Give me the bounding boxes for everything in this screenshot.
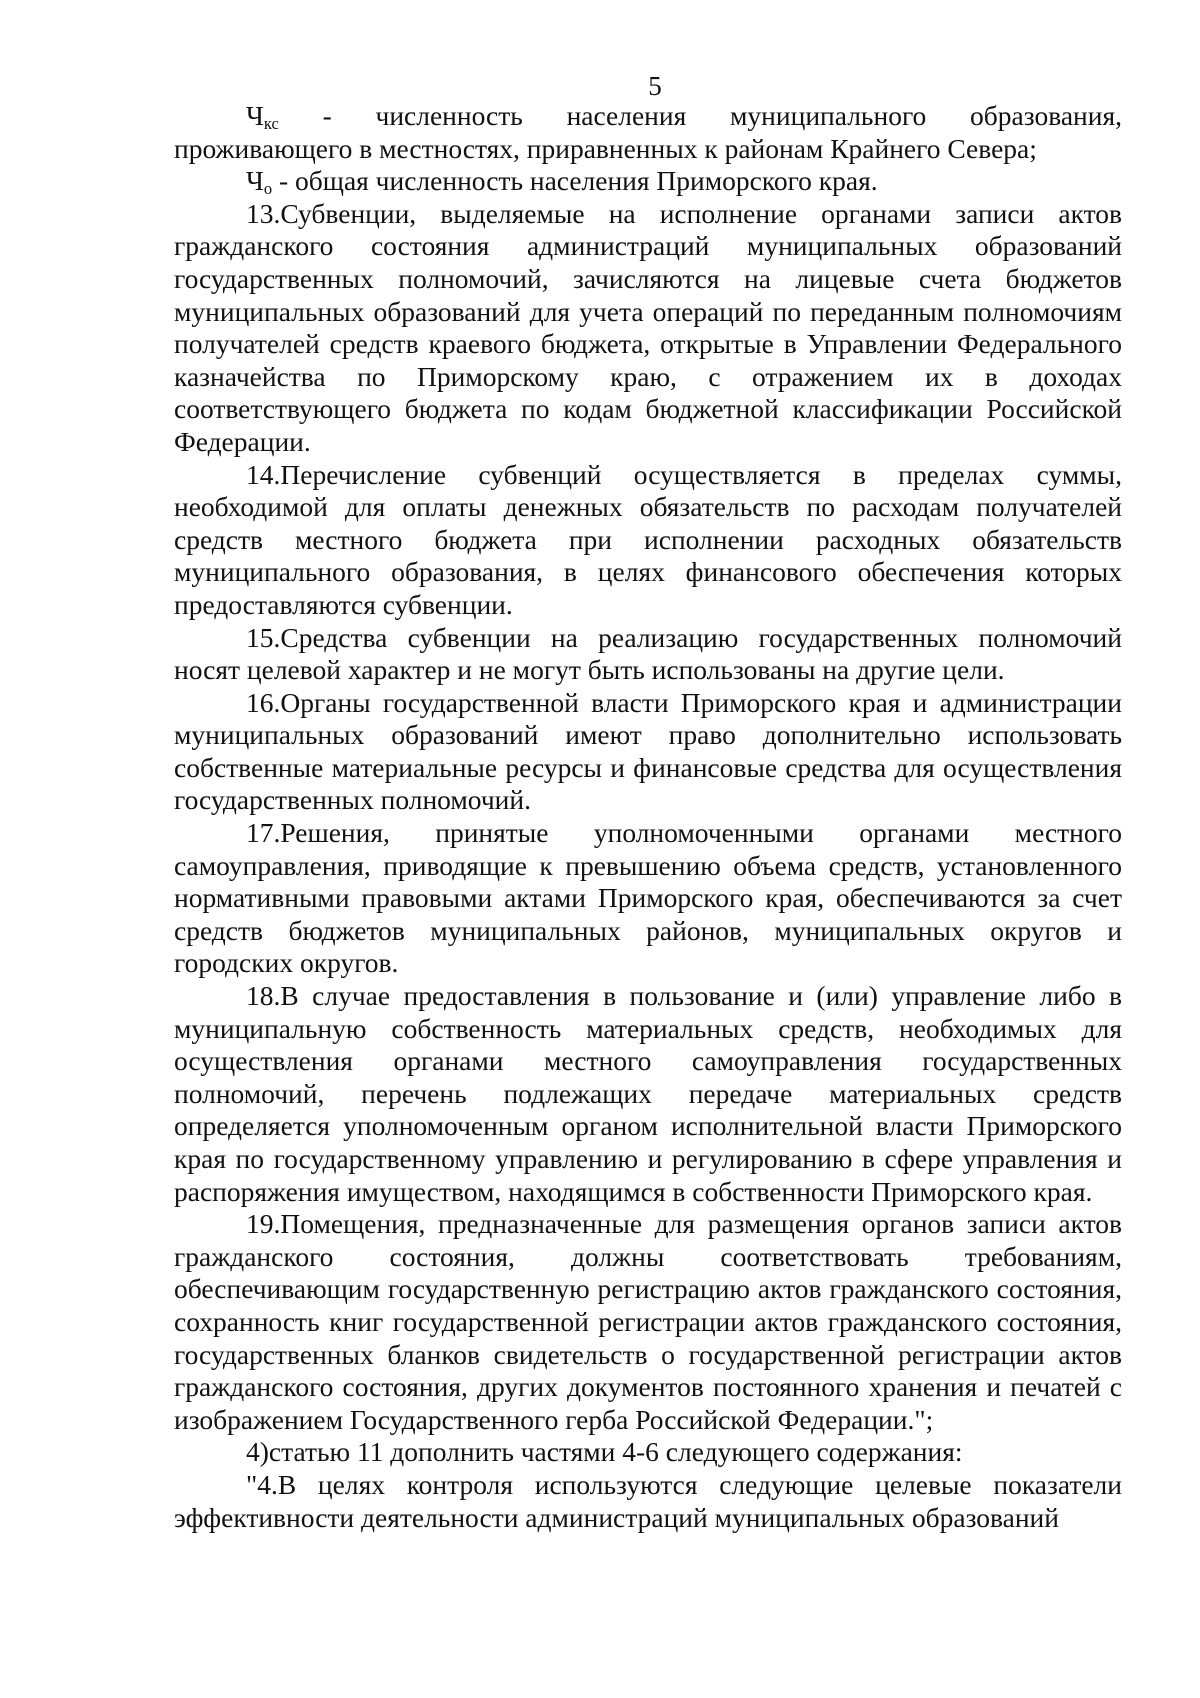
definition-symbol: Ч (246, 100, 264, 131)
paragraph-17: 17.Решения, принятые уполномоченными органами местного самоуправления, приводящие к превышению объема средств, установленного нормативными правовыми актами Приморского края, обеспечиваются за счет средств бюджетов муниципальных районов, муниципальных округов и городских округов. (174, 817, 1122, 979)
paragraph-15: 15.Средства субвенции на реализацию государственных полномочий носят целевой характер и не могут быть использованы на другие цели. (174, 621, 1122, 686)
definition-chks (174, 100, 1122, 165)
paragraph-14: 14.Перечисление субвенций осуществляется в пределах суммы, необходимой для оплаты денежных обязательств по расходам получателей средств местного бюджета при исполнении расходных обязательств муниципального образования, в целях финансового обеспечения которых предоставляются субвенции. (174, 458, 1122, 620)
paragraph-16: 16.Органы государственной власти Приморского края и администрации муниципальных образований имеют право дополнительно использовать собственные материальные ресурсы и финансовые средства для осуществления государственных полномочий. (174, 686, 1122, 816)
definition-text: - общая численность населения Приморского края. (272, 165, 878, 197)
document-body (174, 100, 1122, 1534)
paragraph-19: 19.Помещения, предназначенные для размещения органов записи актов гражданского состояния, должны соответствовать требованиям, обеспечивающим государственную регистрацию актов гражданского состояния, сохранность книг государственной регистрации актов гражданского состояния, государственных бланков свидетельств о государственной регистрации актов гражданского состояния, других документов постоянного хранения и печатей с изображением Государственного герба Российской Федерации."; (174, 1208, 1122, 1435)
new-part-4: "4.В целях контроля используются следующие целевые показатели эффективности деятельности администраций муниципальных образований (174, 1468, 1122, 1533)
paragraph-13: 13.Субвенции, выделяемые на исполнение органами записи актов гражданского состояния администраций муниципальных образований государственных полномочий, зачисляются на лицевые счета бюджетов муниципальных образований для учета операций по переданным полномочиям получателей средств краевого бюджета, открытые в Управлении Федерального казначейства по Приморскому краю, с отражением их в доходах соответствующего бюджета по кодам бюджетной классификации Российской Федерации. (174, 197, 1122, 457)
amendment-item-4: 4)статью 11 дополнить частями 4-6 следующего содержания: (246, 1436, 963, 1468)
definition-text: - численность населения муниципального образования, проживающего в местностях, приравненных к районам Крайнего Севера; (174, 100, 1122, 164)
page-number: 5 (648, 71, 662, 101)
definition-cho (174, 165, 1122, 198)
definition-symbol: Ч (246, 165, 264, 197)
definition-subscript: кс (263, 114, 279, 134)
definition-subscript: о (263, 179, 273, 199)
paragraph-18: 18.В случае предоставления в пользование и (или) управление либо в муниципальную собственность материальных средств, необходимых для осуществления органами местного самоуправления государственных полномочий, перечень подлежащих передаче материальных средств определяется уполномоченным органом исполнительной власти Приморского края по государственному управлению и регулированию в сфере управления и распоряжения имуществом, находящимся в собственности Приморского края. (174, 980, 1122, 1207)
